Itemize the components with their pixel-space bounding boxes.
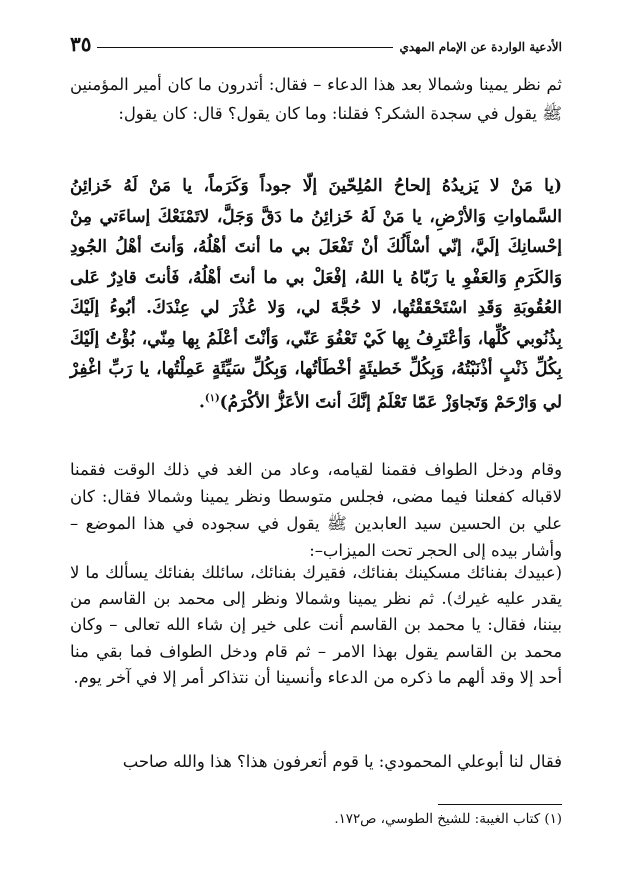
page-number: ٣٥ (70, 32, 92, 56)
header-rule (97, 47, 393, 48)
footnote-marker: (١) (204, 392, 220, 404)
running-header (70, 32, 562, 54)
footnote-rule (438, 804, 562, 805)
paragraph-1: ثم نظر يمينا وشمالا بعد هذا الدعاء – فقال: أتدرون ما كان أمير المؤمنين ﷺ يقول في سجدة الشكر؟ فقلنا: وما كان يقول؟ قال: كان يقول: (70, 75, 562, 123)
paragraph-3: وقام ودخل الطواف فقمنا لقيامه، وعاد من الغد في ذلك الوقت فقمنا لاقباله كفعلنا فيما مضى، فجلس متوسطا ونظر يمينا وشمالا فقال: كان علي بن الحسين سيد العابدين ﷺ يقول في سجوده في هذا الموضع –وأشار بيده إلى الحجر تحت الميزاب–: (70, 460, 562, 560)
supplication-text: (يا مَنْ لا يَزيدُهُ إلحاحُ المُلِحّينَ إلّا جوداً وَكَرَماً، يا مَنْ لَهُ خَزائِنُ السَّماواتِ وَالأرْضِ، يا مَنْ لَهُ خَزائِنُ ما دَقَّ وَجَلَّ، لاتَمْنَعْكَ إساءَتي مِنْ إحْسانِكَ إلَيَّ، إنّي أسْأَلُكَ أنْ تَفْعَلَ بي ما أنتَ أهْلُهُ، وَأنتَ أهْلُ الجُودِ وَالكَرَمِ وَالعَفْوِ يا رَبّاهُ يا اللهُ، إفْعَلْ بي ما أنتَ أهْلُهُ، فَأنتَ قادِرٌ عَلى العُقُوبَةِ وَقَدِ اسْتَحْقَقْتُها، لا حُجَّةَ لي، وَلا عُذْرَ لي عِنْدَكَ. أبُوءُ إلَيْكَ بِذُنُوبي كُلِّها، وَأعْتَرِفُ بِها كَيْ تَعْفُوَ عَنّي، وَأنْتَ أعْلَمُ بِها مِنّي، بُؤْتُ إلَيْكَ بِكُلِّ ذَنْبٍ أذْنَبْتُهُ، وَبِكُلِّ خَطيئَةٍ أخْطَأتُها، وَبِكُلِّ سَيِّئَةٍ عَمِلْتُها، يا رَبِّ اغْفِرْ لي وَارْحَمْ وَتَجاوَزْ عَمّا تَعْلَمُ إنَّكَ أنتَ الأعَزُّ الأكْرَمُ) (70, 175, 562, 412)
supplication-paragraph: (يا مَنْ لا يَزيدُهُ إلحاحُ المُلِحّينَ إلّا جوداً وَكَرَماً، يا مَنْ لَهُ خَزائِنُ السَّماواتِ وَالأرْضِ، يا مَنْ لَهُ خَزائِنُ ما دَقَّ وَجَلَّ، لاتَمْنَعْكَ إساءَتي مِنْ إحْسانِكَ إلَيَّ، إنّي أسْأَلُكَ أنْ تَفْعَلَ بي ما أنتَ أهْلُهُ، وَأنتَ أهْلُ الجُودِ وَالكَرَمِ وَالعَفْوِ يا رَبّاهُ يا اللهُ، إفْعَلْ بي ما أنتَ أهْلُهُ، فَأنتَ قادِرٌ عَلى العُقُوبَةِ وَقَدِ اسْتَحْقَقْتُها، لا حُجَّةَ لي، وَلا عُذْرَ لي عِنْدَكَ. أبُوءُ إلَيْكَ بِذُنُوبي كُلِّها، وَأعْتَرِفُ بِها كَيْ تَعْفُوَ عَنّي، وَأنْتَ أعْلَمُ بِها مِنّي، بُؤْتُ إلَيْكَ بِكُلِّ ذَنْبٍ أذْنَبْتُهُ، وَبِكُلِّ خَطيئَةٍ أخْطَأتُها، وَبِكُلِّ سَيِّئَةٍ عَمِلْتُها، يا رَبِّ اغْفِرْ لي وَارْحَمْ وَتَجاوَزْ عَمّا تَعْلَمُ إنَّكَ أنتَ الأعَزُّ الأكْرَمُ)$^{(١)}$. (70, 175, 562, 412)
paragraph-4: (عبيدك بفنائك مسكينك بفنائك، فقيرك بفنائك، سائلك بفنائك يسألك ما لا يقدر عليه غيرك). ثم نظر يمينا وشمالا ونظر إلى محمد بن القاسم من بيننا، فقال: يا محمد بن القاسم أنت على خير إن شاء الله تعالى – وكان محمد بن القاسم يقول بهذا الامر – ثم قام ودخل الطواف فما بقي منا أحد إلا وقد ألهم ما ذكره من الدعاء وأنسينا أن نتذاكر أمر إلا في آخر يوم. (70, 563, 562, 687)
footnote: (١) كتاب الغيبة: للشيخ الطوسي، ص١٧٢. (334, 812, 562, 827)
header-title: الأدعية الواردة عن الإمام المهدي (399, 40, 562, 54)
paragraph-5: فقال لنا أبوعلي المحمودي: يا قوم أتعرفون هذا؟ هذا والله صاحب (122, 752, 562, 771)
